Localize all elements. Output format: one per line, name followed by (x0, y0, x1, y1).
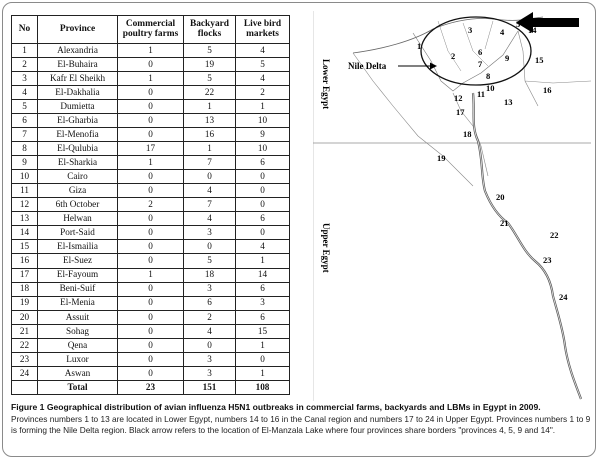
cell-commercial: 0 (118, 352, 184, 366)
nile-river (473, 93, 581, 399)
cell-province: El-Menofia (38, 128, 118, 142)
cell-backyard: 13 (184, 114, 236, 128)
cell-backyard: 5 (184, 44, 236, 58)
cell-backyard: 6 (184, 296, 236, 310)
table-row (12, 268, 290, 282)
cell-live-bird: 9 (236, 128, 290, 142)
table-header-row (12, 16, 290, 44)
cell-live-bird: 14 (236, 268, 290, 282)
table-row (12, 142, 290, 156)
cell-commercial: 0 (118, 226, 184, 240)
cell-province: El-Ismailia (38, 240, 118, 254)
table-row (12, 156, 290, 170)
cell-backyard: 16 (184, 128, 236, 142)
province-label: 21 (500, 218, 509, 228)
header-no: No (12, 16, 38, 44)
cell-commercial: 1 (118, 156, 184, 170)
cell-backyard: 22 (184, 86, 236, 100)
caption-body: Provinces numbers 1 to 13 are located in Lower Egypt, numbers 14 to 16 in the Canal region and numbers 17 to 24 in Upper Egypt. Provinces numbers 1 to 9 is forming the Nile Delta region. Black arrow refers to the location of El-Manzala Lake where four provinces share borders "provinces 4, 5, 9 and 14". (11, 413, 591, 435)
cell-live-bird: 4 (236, 72, 290, 86)
province-label: 10 (486, 83, 495, 93)
table-row (12, 338, 290, 352)
cell-no: 11 (12, 184, 38, 198)
cell-live-bird: 1 (236, 100, 290, 114)
province-label: 9 (505, 53, 510, 63)
cell-no: 19 (12, 296, 38, 310)
cell-live-bird: 15 (236, 324, 290, 338)
cell-province: Alexandria (38, 44, 118, 58)
nile-delta-label: Nile Delta (348, 61, 387, 71)
table-body (12, 44, 290, 395)
cell-commercial: 0 (118, 254, 184, 268)
province-label: 1 (417, 41, 422, 51)
cell-no: 10 (12, 170, 38, 184)
province-label: 23 (543, 255, 552, 265)
western-borders (353, 53, 473, 186)
cell-province: El-Fayoum (38, 268, 118, 282)
cell-province: Beni-Suif (38, 282, 118, 296)
cell-live-bird: 0 (236, 226, 290, 240)
cell-no: 21 (12, 324, 38, 338)
province-number-labels (417, 19, 568, 302)
cell-live-bird: 0 (236, 352, 290, 366)
caption-title: Figure 1 Geographical distribution of avian influenza H5N1 outbreaks in commercial farms, backyards and LBMs in Egypt in 2009. (11, 402, 541, 412)
cell-province: 6th October (38, 198, 118, 212)
province-label: 13 (504, 97, 513, 107)
table-row (12, 114, 290, 128)
table-row (12, 170, 290, 184)
figure-caption (11, 402, 593, 436)
table-row (12, 226, 290, 240)
cell-province: Qena (38, 338, 118, 352)
nile-delta-ellipse (421, 17, 531, 85)
total-row (12, 380, 290, 394)
cell-province: El-Menia (38, 296, 118, 310)
cell-commercial: 0 (118, 324, 184, 338)
cell-province: Port-Said (38, 226, 118, 240)
cell-live-bird: 4 (236, 240, 290, 254)
cell-no: 5 (12, 100, 38, 114)
cell-commercial: 0 (118, 128, 184, 142)
cell-live-bird: 6 (236, 156, 290, 170)
cell-commercial: 0 (118, 184, 184, 198)
cell-commercial: 0 (118, 100, 184, 114)
cell-live-bird: 1 (236, 254, 290, 268)
table-row (12, 72, 290, 86)
province-borders-delta (438, 21, 493, 71)
table-row (12, 240, 290, 254)
cell-live-bird: 6 (236, 212, 290, 226)
cell-province: Giza (38, 184, 118, 198)
province-label: 15 (535, 55, 544, 65)
cell-no: 3 (12, 72, 38, 86)
table-row (12, 296, 290, 310)
cell-commercial: 1 (118, 72, 184, 86)
cell-live-bird: 1 (236, 366, 290, 380)
cell-backyard: 2 (184, 310, 236, 324)
province-label: 24 (559, 292, 568, 302)
cell-province: El-Sharkia (38, 156, 118, 170)
table-row (12, 100, 290, 114)
province-label: 16 (543, 85, 552, 95)
cell-backyard: 0 (184, 170, 236, 184)
table-row (12, 44, 290, 58)
egypt-map (313, 11, 591, 401)
header-live-bird: Live bird markets (236, 16, 290, 44)
outbreak-table (11, 15, 290, 395)
cell-no: 12 (12, 198, 38, 212)
province-label: 8 (486, 71, 491, 81)
total-cell-province: Total (38, 380, 118, 394)
cell-province: Dumietta (38, 100, 118, 114)
cell-live-bird: 0 (236, 198, 290, 212)
cell-commercial: 1 (118, 268, 184, 282)
cell-live-bird: 0 (236, 170, 290, 184)
map-svg (313, 11, 591, 401)
total-cell-no (12, 380, 38, 394)
cell-backyard: 19 (184, 58, 236, 72)
header-province: Province (38, 16, 118, 44)
cell-live-bird: 10 (236, 114, 290, 128)
cell-commercial: 17 (118, 142, 184, 156)
cell-backyard: 5 (184, 72, 236, 86)
cell-province: El-Buhaira (38, 58, 118, 72)
cell-province: Kafr El Sheikh (38, 72, 118, 86)
cell-no: 23 (12, 352, 38, 366)
cell-province: Assuit (38, 310, 118, 324)
province-label: 20 (496, 192, 505, 202)
cell-no: 17 (12, 268, 38, 282)
cell-live-bird: 1 (236, 338, 290, 352)
cell-no: 8 (12, 142, 38, 156)
province-label: 18 (463, 129, 472, 139)
cell-backyard: 3 (184, 226, 236, 240)
table-row (12, 352, 290, 366)
cell-live-bird: 6 (236, 310, 290, 324)
province-label: 2 (451, 51, 456, 61)
table-row (12, 254, 290, 268)
cell-commercial: 0 (118, 296, 184, 310)
cell-commercial: 0 (118, 366, 184, 380)
table-row (12, 366, 290, 380)
cell-no: 15 (12, 240, 38, 254)
cell-commercial: 0 (118, 58, 184, 72)
cell-commercial: 2 (118, 198, 184, 212)
province-label: 6 (478, 47, 483, 57)
cell-no: 9 (12, 156, 38, 170)
cell-no: 14 (12, 226, 38, 240)
cell-province: Aswan (38, 366, 118, 380)
table-row (12, 282, 290, 296)
cell-province: Helwan (38, 212, 118, 226)
province-label: 5 (516, 19, 521, 29)
cell-commercial: 0 (118, 282, 184, 296)
table-row (12, 128, 290, 142)
cell-province: Luxor (38, 352, 118, 366)
lower-egypt-label: Lower Egypt (321, 59, 331, 110)
cell-live-bird: 5 (236, 58, 290, 72)
cell-backyard: 18 (184, 268, 236, 282)
cell-live-bird: 2 (236, 86, 290, 100)
cell-backyard: 7 (184, 156, 236, 170)
table-row (12, 310, 290, 324)
table-row (12, 86, 290, 100)
total-cell-commercial: 23 (118, 380, 184, 394)
nile-river-inner (473, 93, 581, 399)
cell-backyard: 4 (184, 184, 236, 198)
province-label: 11 (477, 89, 486, 99)
header-commercial: Commercial poultry farms (118, 16, 184, 44)
cell-no: 2 (12, 58, 38, 72)
cell-no: 22 (12, 338, 38, 352)
cell-backyard: 3 (184, 366, 236, 380)
cell-commercial: 0 (118, 212, 184, 226)
figure-panel (2, 2, 596, 457)
black-arrow-icon (516, 12, 579, 33)
table-row (12, 212, 290, 226)
cell-backyard: 5 (184, 254, 236, 268)
cell-no: 24 (12, 366, 38, 380)
cell-commercial: 1 (118, 44, 184, 58)
cell-commercial: 0 (118, 310, 184, 324)
table-row (12, 184, 290, 198)
cell-live-bird: 6 (236, 282, 290, 296)
cell-commercial: 0 (118, 170, 184, 184)
cell-no: 18 (12, 282, 38, 296)
cell-live-bird: 10 (236, 142, 290, 156)
cell-live-bird: 3 (236, 296, 290, 310)
header-backyard: Backyard flocks (184, 16, 236, 44)
cell-live-bird: 0 (236, 184, 290, 198)
cell-province: Cairo (38, 170, 118, 184)
province-label: 12 (454, 93, 463, 103)
cell-province: El-Gharbia (38, 114, 118, 128)
cell-no: 13 (12, 212, 38, 226)
cell-province: El-Dakhalia (38, 86, 118, 100)
cell-province: El-Suez (38, 254, 118, 268)
cell-no: 16 (12, 254, 38, 268)
province-label: 7 (478, 59, 483, 69)
province-label: 19 (437, 153, 446, 163)
province-label: 4 (500, 27, 505, 37)
cell-backyard: 7 (184, 198, 236, 212)
cell-backyard: 3 (184, 352, 236, 366)
cell-no: 20 (12, 310, 38, 324)
cell-province: Sohag (38, 324, 118, 338)
province-label: 3 (468, 25, 473, 35)
cell-backyard: 4 (184, 324, 236, 338)
nile-delta-pointer (398, 63, 437, 70)
cell-commercial: 0 (118, 86, 184, 100)
delta-borders (413, 31, 518, 91)
cell-no: 6 (12, 114, 38, 128)
upper-egypt-label: Upper Egypt (321, 223, 331, 273)
total-cell-live-bird: 108 (236, 380, 290, 394)
table-row (12, 58, 290, 72)
total-cell-backyard: 151 (184, 380, 236, 394)
cell-commercial: 0 (118, 240, 184, 254)
cell-backyard: 1 (184, 100, 236, 114)
table-row (12, 198, 290, 212)
cell-backyard: 0 (184, 240, 236, 254)
cell-backyard: 1 (184, 142, 236, 156)
coastline (353, 17, 543, 53)
cell-no: 4 (12, 86, 38, 100)
cell-no: 7 (12, 128, 38, 142)
province-label: 14 (528, 25, 537, 35)
cell-backyard: 3 (184, 282, 236, 296)
cell-province: El-Qulubia (38, 142, 118, 156)
cell-commercial: 0 (118, 338, 184, 352)
province-label: 22 (550, 230, 559, 240)
province-label: 17 (456, 107, 465, 117)
cell-commercial: 0 (118, 114, 184, 128)
cell-no: 1 (12, 44, 38, 58)
cell-backyard: 4 (184, 212, 236, 226)
table-row (12, 324, 290, 338)
cell-backyard: 0 (184, 338, 236, 352)
cell-live-bird: 4 (236, 44, 290, 58)
